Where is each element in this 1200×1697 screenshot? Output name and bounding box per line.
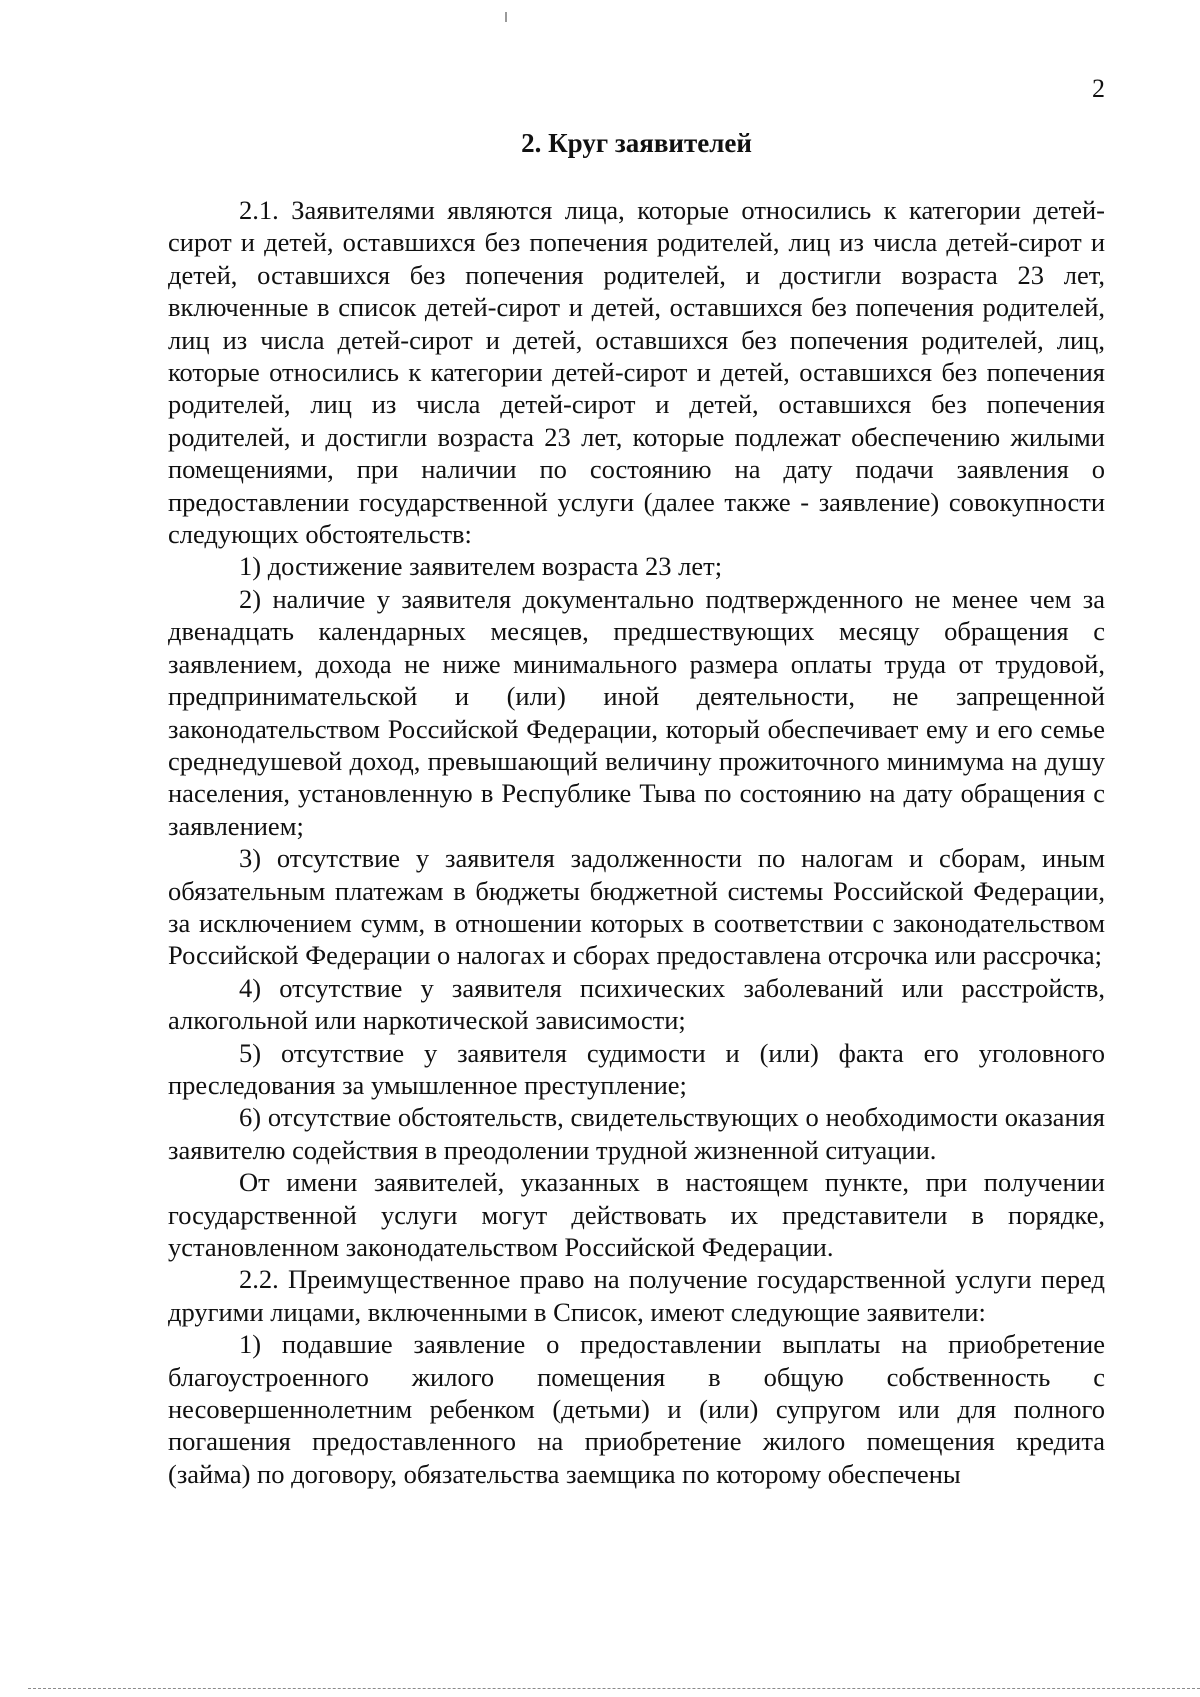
page-number: 2 <box>1092 74 1105 103</box>
list-item-4-health: 4) отсутствие у заявителя психических заболеваний или расстройств, алкогольной или наркотической зависимости; <box>168 972 1105 1036</box>
bottom-scan-rule <box>28 1688 1200 1689</box>
document-body <box>168 194 1105 1490</box>
list-item-6-circumstances: 6) отсутствие обстоятельств, свидетельствующих о необходимости оказания заявителю содействия в преодолении трудной жизненной ситуации. <box>168 1102 1105 1165</box>
paragraph-2-1: 2.1. Заявителями являются лица, которые относились к категории детей-сирот и детей, оставшихся без попечения родителей, лиц из числа детей-сирот и детей, оставшихся без попечения родителей, и достигли возраста 23 лет, включенные в список детей-сирот и детей, оставшихся без попечения родителей, лиц из числа детей-сирот и детей, оставшихся без попечения родителей, лиц, которые относились к категории детей-сирот и детей, оставшихся без попечения родителей, лиц из числа детей-сирот и детей, оставшихся без попечения родителей, и достигли возраста 23 лет, которые подлежат обеспечению жилыми помещениями, при наличии по состоянию на дату подачи заявления о предоставлении государственной услуги (далее также - заявление) совокупности следующих обстоятельств: <box>168 195 1105 550</box>
list-item-3-tax-debt: 3) отсутствие у заявителя задолженности по налогам и сборам, иным обязательным платежам в бюджеты бюджетной системы Российской Федерации, за исключением сумм, в отношении которых в соответствии с законодательством Российской Федерации о налогах и сборах предоставлена отсрочка или рассрочка; <box>168 843 1105 971</box>
list-item-5-criminal-record: 5) отсутствие у заявителя судимости и (или) факта его уголовного преследования за умышленное преступление; <box>168 1037 1105 1100</box>
section-title: 2. Круг заявителей <box>521 128 752 158</box>
list-item-2-income: 2) наличие у заявителя документально подтвержденного не менее чем за двенадцать календарных месяцев, предшествующих месяцу обращения с заявлением, дохода не ниже минимального размера оплаты труда от трудовой, предпринимательской и (или) иной деятельности, не запрещенной законодательством Российской Федерации, который обеспечивает ему и его семье среднедушевой доход, превышающий величину прожиточного минимума на душу населения, установленную в Республике Тыва по состоянию на дату обращения с заявлением; <box>168 583 1105 841</box>
paragraph-2-2: 2.2. Преимущественное право на получение государственной услуги перед другими лицами, включенными в Список, имеют следующие заявители: <box>168 1264 1105 1327</box>
list-item-2-2-1: 1) подавшие заявление о предоставлении выплаты на приобретение благоустроенного жилого помещения в общую собственность с несовершеннолетним ребенком (детьми) и (или) супругом или для полного погашения предоставленного на приобретение жилого помещения кредита (займа) по договору, обязательства заемщика по которому обеспечены <box>168 1329 1105 1489</box>
scan-artifact-mark <box>505 12 507 22</box>
list-item-1-age: 1) достижение заявителем возраста 23 лет; <box>239 551 723 582</box>
paragraph-representatives: От имени заявителей, указанных в настоящем пункте, при получении государственной услуги могут действовать их представители в порядке, установленном законодательством Российской Федерации. <box>168 1167 1105 1262</box>
